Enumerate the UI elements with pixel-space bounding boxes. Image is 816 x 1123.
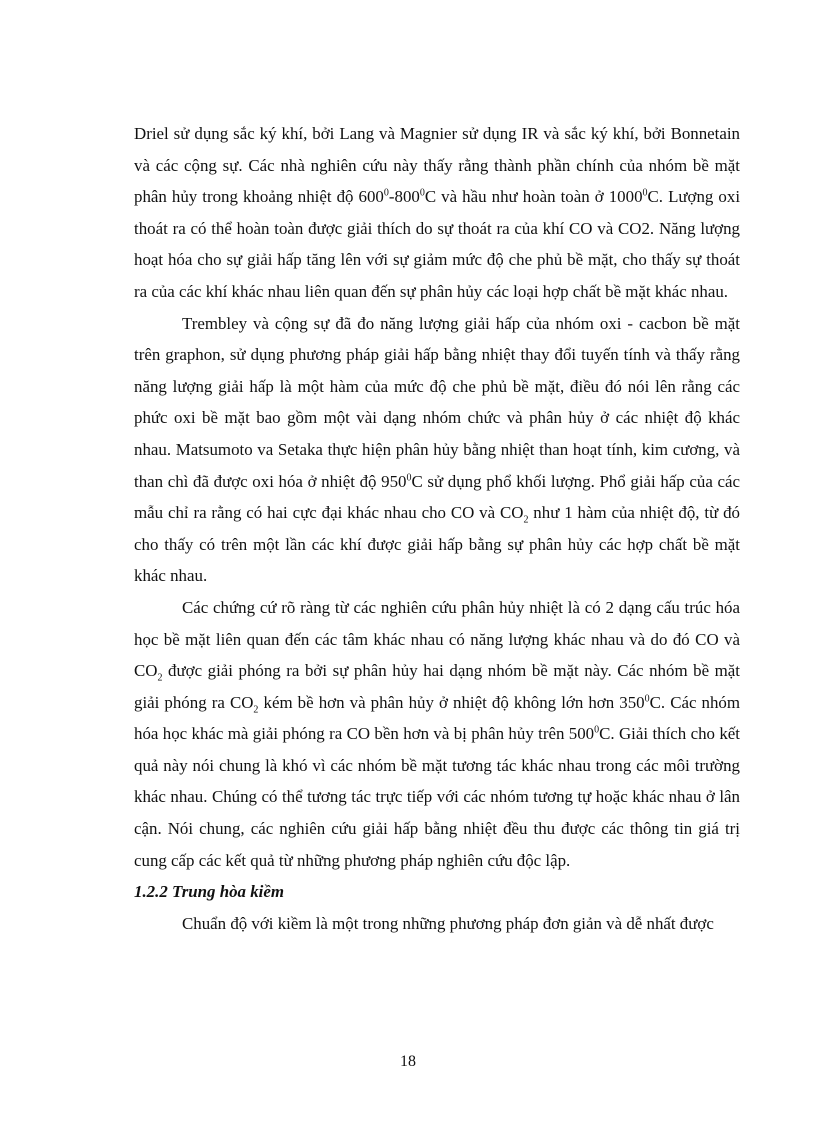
- paragraph-2: Trembley và cộng sự đã đo năng lượng giải hấp của nhóm oxi - cacbon bề mặt trên graphon, sử dụng phương pháp giải hấp bằng nhiệt thay đổi tuyến tính và thấy rằng năng lượng giải hấp là một hàm của mức độ che phủ bề mặt, điều đó nói lên rằng các phức oxi bề mặt bao gồm một vài dạng nhóm chức và phân hủy ở các nhiệt độ khác nhau. Matsumoto va Setaka thực hiện phân hủy bằng nhiệt than hoạt tính, kim cương, và than chì đã được oxi hóa ở nhiệt độ $950^0C$ sử dụng phổ khối lượng. Phổ giải hấp của các mẫu chỉ ra rằng có hai cực đại khác nhau cho CO và $CO_2$ như 1 hàm của nhiệt độ, từ đó cho thấy có trên một lần các khí được giải hấp bằng sự phân hủy các hợp chất bề mặt khác nhau.: [134, 313, 740, 586]
- paragraph-1: Driel sử dụng sắc ký khí, bởi Lang và Magnier sử dụng IR và sắc ký khí, bởi Bonnetain và các cộng sự. Các nhà nghiên cứu này thấy rằng thành phần chính của nhóm bề mặt phân hủy trong khoảng nhiệt độ $600^0-800^0C$ và hầu như hoàn toàn ở 1000$^0$C. Lượng oxi thoát ra có thể hoàn toàn được giải thích do sự thoát ra của khí CO và CO2. Năng lượng hoạt hóa cho sự giải hấp tăng lên với sự giảm mức độ che phủ bề mặt, cho thấy sự thoát ra của các khí khác nhau liên quan đến sự phân hủy các loại hợp chất bề mặt khác nhau.: [134, 124, 741, 301]
- body-text: [134, 118, 740, 939]
- paragraph-4: Chuẩn độ với kiềm là một trong những phương pháp đơn giản và dễ nhất được: [182, 913, 714, 933]
- page-number: 18: [400, 1053, 416, 1070]
- section-heading: 1.2.2 Trung hòa kiềm: [134, 882, 285, 902]
- paragraph-3: Các chứng cứ rõ ràng từ các nghiên cứu phân hủy nhiệt là có 2 dạng cấu trúc hóa học bề mặt liên quan đến các tâm khác nhau có năng lượng khác nhau và do đó CO và $CO_2$ được giải phóng ra bởi sự phân hủy hai dạng nhóm bề mặt này. Các nhóm bề mặt giải phóng ra $CO_2$ kém bề hơn và phân hủy ở nhiệt độ không lớn hơn $350^0C$. Các nhóm hóa học khác mà giải phóng ra CO bền hơn và bị phân hủy trên $500^0C$. Giải thích cho kết quả này nói chung là khó vì các nhóm bề mặt tương tác khác nhau trong các môi trường khác nhau. Chúng có thể tương tác trực tiếp với các nhóm tương tự hoặc khác nhau ở lân cận. Nói chung, các nghiên cứu giải hấp bằng nhiệt đều thu được các thông tin giá trị cung cấp các kết quả từ những phương pháp nghiên cứu độc lập.: [134, 597, 741, 870]
